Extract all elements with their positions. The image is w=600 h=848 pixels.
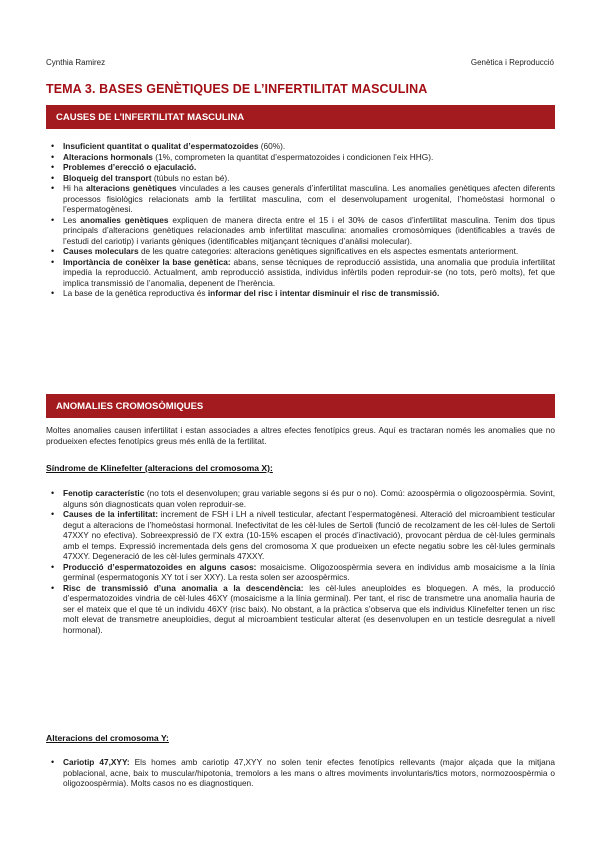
list-item-keyword: anomalies genètiques bbox=[80, 214, 169, 225]
list-item-text: Hi ha bbox=[63, 183, 87, 193]
list-item-keyword: Importància de conèixer la base genètica: bbox=[63, 256, 231, 267]
list-item bbox=[46, 152, 555, 163]
list-item-text: (túbuls no estan bé). bbox=[151, 172, 230, 183]
list-item-keyword: Insuficient quantitat o qualitat d’espermatozoides bbox=[63, 141, 259, 151]
list-item-keyword: Alteracions hormonals bbox=[63, 151, 153, 162]
list-item-keyword: informar del risc i intentar disminuir el risc de transmissió. bbox=[207, 288, 440, 298]
list-item-text: (1%, comprometen la quantitat d’espermatozoides i condicionen l’eix HHG). bbox=[152, 151, 434, 162]
list-item-text: les cèl·lules aneuploides es bloquegen. A més, la producció d’espermatozoides vindria de cèl·lules 46XY (mosaicisme a la línia germinal). Per tant, el risc de transmetre una anomalia hauria de ser el mateix que el que té un individu 46XY (risc baix). No obstant, a la pràctica s’observa que els individus Klinefelter tenen un risc molt elevat de transmetre aneuploidies, degut al microambient testicular alterat (es desenvolupen en un testicle desregulat a nivell hormonal). bbox=[63, 582, 556, 635]
section-heading-causes: CAUSES DE L’INFERTILITAT MASCULINA bbox=[46, 105, 555, 129]
list-item bbox=[46, 183, 555, 215]
author-name: Cynthia Ramirez bbox=[46, 58, 106, 67]
list-item bbox=[46, 757, 555, 789]
list-item bbox=[46, 288, 555, 299]
list-item-keyword: Problemes d’erecció o ejaculació. bbox=[63, 162, 197, 172]
list-item-text: (no tots el desenvolupen; grau variable segons si és pur o no). Comú: azoospèrmia o oligozoospèrmia. Sovint, alguns són diagnosticats quan volen reproduir-se. bbox=[63, 488, 556, 509]
list-item bbox=[46, 562, 555, 583]
list-item-text: (60%). bbox=[258, 141, 286, 151]
page-header bbox=[46, 58, 554, 70]
list-item bbox=[46, 583, 555, 636]
list-item bbox=[46, 141, 555, 152]
list-item bbox=[46, 173, 555, 184]
list-item-keyword: Causes de la infertilitat: bbox=[63, 509, 158, 519]
list-item-keyword: Causes moleculars bbox=[63, 246, 139, 256]
list-item-keyword: Fenotip característic bbox=[63, 488, 145, 498]
list-item-keyword: Risc de transmissió d’una anomalia a la descendència: bbox=[63, 582, 304, 593]
list-item-keyword: alteracions genètiques bbox=[86, 183, 177, 193]
list-item-text: de les quatre categories: alteracions genètiques significatives en els aspectes esmentats anteriorment. bbox=[138, 246, 519, 256]
section-heading-anomalies: ANOMALIES CROMOSÒMIQUES bbox=[46, 394, 555, 418]
y-chromosome-heading: Alteracions del cromosoma Y: bbox=[46, 733, 169, 743]
list-item bbox=[46, 215, 555, 247]
list-item-text: Les bbox=[63, 214, 81, 225]
list-item-text: abans, sense tècniques de reproducció assistida, una anomalia que produïa infertilitat impedia la reproducció. Actualment, amb reproducció assistida, individus infèrtils poden reproduir-se (no tots, però molts), fet que implica transmissió de l’anomalia, depenent de l’herència. bbox=[63, 256, 555, 288]
list-item bbox=[46, 246, 555, 257]
list-item-text: increment de FSH i LH a nivell testicular, afectant l’espermatogènesi. Alteració del microambient testicular degut a alteracions de l’homeòstasi hormonal. Inefectivitat de les cèl·lules de Sertoli (funció de recolzament de les cèl·lules de Sertoli 47XXY no efectiva). Sobreexpressió de l’X extra (10-15% escapen el procés d’inactivació), provocant pèrdua de cèl·lules germinals amb el temps. Expressió incrementada dels gens del cromosoma X que produeixen un efecte negatiu sobre les cèl·lules germinals 47XXY. Degeneració de les cèl·lules germinals 47XXY. bbox=[63, 509, 555, 561]
list-item-text: Els homes amb cariotip 47,XYY no solen tenir efectes fenotípics rellevants (major alçada que la mitjana poblacional, acne, baix to muscular/hipotonia, tremolors a les mans o altres moviments involuntaris/tics motors, normozoospèrmia o oligozoospèrmia). Molts casos no es diagnostiquen. bbox=[63, 757, 555, 788]
list-item bbox=[46, 488, 555, 509]
list-item bbox=[46, 162, 555, 173]
list-item-text: mosaicisme. Oligozoospèrmia severa en individus amb mosaicisme a la línia germinal (espermatogonis XY tot i ser XXY). La resta solen ser azoospèrmics. bbox=[63, 561, 555, 582]
klinefelter-list bbox=[46, 488, 555, 635]
list-item-keyword: Cariotip 47,XYY: bbox=[63, 757, 130, 767]
list-item-text: expliquen de manera directa entre el 15 i el 30% de casos d’infertilitat masculina. Tenim dos tipus principals d’alteracions genètiques relacionades amb infertilitat masculina: anomalies cromosòmiques (identificables a través de l’estudi del cariotip) i variants gèniques (identificables mitjançant tècniques d’anàlisi molecular). bbox=[63, 214, 555, 246]
list-item-text: La base de la genètica reproductiva és bbox=[63, 288, 208, 298]
klinefelter-heading: Síndrome de Klinefelter (alteracions del cromosoma X): bbox=[46, 463, 273, 473]
list-item bbox=[46, 257, 555, 289]
list-item-text: vinculades a les causes generals d’infertilitat masculina. Les anomalies genètiques afecten diferents processos fisiològics relacionats amb la fertilitat masculina, com el desenvolupament urogenital, l’homeòstasi hormonal o l’espermatogènesi. bbox=[63, 183, 555, 214]
list-item-keyword: Bloqueig del transport bbox=[63, 172, 152, 183]
causes-list bbox=[46, 141, 555, 299]
y-chromosome-list bbox=[46, 757, 555, 789]
page-title: TEMA 3. BASES GENÈTIQUES DE L’INFERTILITAT MASCULINA bbox=[46, 82, 428, 96]
list-item bbox=[46, 509, 555, 562]
list-item-keyword: Producció d’espermatozoides en alguns casos: bbox=[63, 561, 257, 572]
anomalies-intro: Moltes anomalies causen infertilitat i estan associades a altres efectes fenotípics greus. Aquí es tractaran només les anomalies que no produeixen efectes fenotípics greus més enllà de la fertilitat. bbox=[46, 425, 555, 446]
course-name: Genètica i Reproducció bbox=[470, 58, 554, 67]
